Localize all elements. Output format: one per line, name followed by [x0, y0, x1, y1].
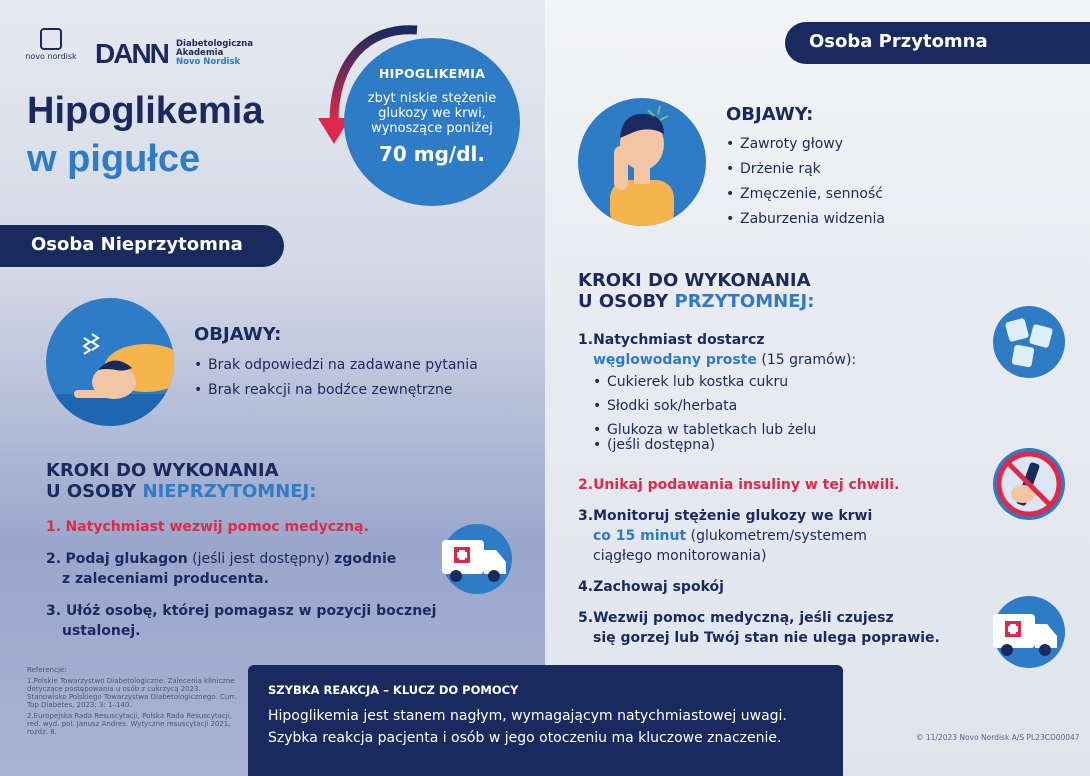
- conscious-step-2: [578, 475, 918, 495]
- steps-heading-line1: KROKI DO WYKONANIA: [46, 460, 279, 481]
- step-number: 4.: [578, 579, 594, 595]
- conscious-step-3: [578, 506, 918, 566]
- conscious-step-5: [578, 608, 948, 648]
- list-item: • Drżenie rąk: [726, 161, 1026, 177]
- unconscious-step-1: [46, 517, 426, 537]
- dann-logo-text: DANN: [95, 38, 168, 69]
- step-number: 5.: [578, 610, 594, 626]
- dann-sub-3: Novo Nordisk: [176, 57, 241, 67]
- step-text: Ułóż osobę, której pomagasz w pozycji bocznej: [65, 603, 437, 619]
- list-item: • Zawroty głowy: [726, 136, 1026, 152]
- step-text-line3: ciągłego monitorowania): [593, 548, 767, 564]
- steps-heading-line1: KROKI DO WYKONANIA: [578, 270, 811, 291]
- reference-item: 1.Polskie Towarzystwo Diabetologiczne: Zalecenia kliniczne dotyczące postępowania u osób z cukrzycą 2023. Stanowisko Polskiego Towarzystwa Diabetologicznego. Curr. Top Diabetes, 2023; 3: 1–140.: [27, 677, 237, 709]
- step-text-accent: co 15 minut: [593, 528, 687, 544]
- quick-reaction-box: [248, 665, 843, 776]
- step-text-bold: zgodnie: [334, 551, 397, 567]
- definition-circle: [344, 38, 520, 206]
- unconscious-step-2: [46, 549, 426, 589]
- conscious-steps-heading: [578, 270, 814, 312]
- unconscious-label: Osoba Nieprzytomna: [0, 225, 284, 267]
- definition-heading: HIPOGLIKEMIA: [378, 66, 486, 81]
- conscious-symptoms-heading: OBJAWY:: [726, 104, 814, 125]
- list-item: • Cukierek lub kostka cukru: [593, 375, 893, 390]
- step-text: Wezwij pomoc medyczną, jeśli czujesz: [593, 610, 894, 626]
- conscious-step-4: [578, 577, 878, 597]
- list-item-text: (jeśli dostępna): [607, 437, 716, 453]
- copyright: © 11/2023 Novo Nordisk A/S PL23CD00047: [916, 733, 1080, 742]
- definition-text: zbyt niskie stężenie glukozy we krwi, wynoszące poniżej: [367, 91, 497, 136]
- definition-value: 70 mg/dl.: [378, 142, 486, 166]
- list-item: • Brak reakcji na bodźce zewnętrzne: [194, 382, 514, 398]
- quick-reaction-title: SZYBKA REAKCJA – KLUCZ DO POMOCY: [268, 683, 519, 697]
- sugar-cubes-icon: [993, 306, 1065, 378]
- conscious-person-illustration: [578, 98, 706, 226]
- steps-heading-accent: PRZYTOMNEJ:: [674, 291, 815, 312]
- dann-sub-2: Akademia: [176, 48, 224, 58]
- unconscious-steps-heading: [46, 460, 316, 502]
- list-item: • Brak odpowiedzi na zadawane pytania: [194, 357, 514, 373]
- step-number: 1.: [46, 519, 62, 535]
- dann-logo: [95, 38, 168, 70]
- dizzy-person-icon: [578, 98, 706, 226]
- step-number: 3.: [578, 508, 594, 524]
- conscious-label: Osoba Przytomna: [785, 22, 1090, 64]
- step-text-accent: węglowodany proste: [593, 352, 757, 368]
- step-text-normal: (15 gramów):: [756, 352, 857, 368]
- list-item-text: Glukoza w tabletkach lub żelu: [607, 422, 817, 438]
- step-text-bold: Monitoruj stężenie glukozy we krwi: [593, 508, 873, 524]
- unconscious-symptoms-heading: OBJAWY:: [194, 324, 282, 345]
- step-text-bold: Natychmiast dostarcz: [593, 332, 765, 348]
- ambulance-icon-circle-right: [993, 596, 1065, 668]
- ambulance-icon-circle: [442, 524, 512, 594]
- ambulance-icon: [442, 524, 512, 594]
- step-text-normal: (glukometrem/systemem: [686, 528, 867, 544]
- list-item: [593, 423, 893, 438]
- no-insulin-pen-icon: [993, 448, 1065, 520]
- step-text-line2: się gorzej lub Twój stan nie ulega poprawie.: [593, 630, 940, 646]
- dann-sub-1: Diabetologiczna: [176, 39, 253, 49]
- lying-person-icon: [46, 298, 174, 426]
- sugar-cubes-icon-circle: [993, 306, 1065, 378]
- steps-heading-accent: NIEPRZYTOMNEJ:: [142, 481, 317, 502]
- carbs-list: [593, 375, 893, 462]
- unconscious-step-3: [46, 601, 446, 641]
- step-text-bold: Podaj glukagon: [65, 551, 188, 567]
- references-heading: Referencje:: [27, 666, 67, 674]
- list-item-continuation: [593, 438, 893, 453]
- no-insulin-icon-circle: [993, 448, 1065, 520]
- ambulance-icon: [993, 596, 1065, 668]
- bull-icon: [40, 28, 62, 50]
- steps-heading-line2: U OSOBY: [578, 291, 675, 312]
- step-text-line2: ustalonej.: [62, 623, 141, 639]
- step-text-line2: z zaleceniami producenta.: [62, 571, 269, 587]
- step-number: 2.: [578, 477, 594, 493]
- list-item: • Słodki sok/herbata: [593, 399, 893, 414]
- conscious-step-1: [578, 330, 908, 370]
- steps-heading-line2: U OSOBY: [46, 481, 143, 502]
- novo-nordisk-logo: [25, 28, 77, 68]
- conscious-symptoms-list: [726, 136, 1026, 236]
- step-number: 1.: [578, 332, 594, 348]
- novo-nordisk-text: novo nordisk: [25, 52, 77, 61]
- step-text-normal: (jeśli jest dostępny): [187, 551, 335, 567]
- step-text: Zachowaj spokój: [593, 579, 724, 595]
- reference-item: 2.Europejska Rada Resuscytacji, Polska Rada Resuscytacji, red. wyd. pol. Janusz Andres. Wytyczne resuscytacji 2021, rozdz. 8.: [27, 712, 232, 736]
- unconscious-person-illustration: [46, 298, 174, 426]
- step-text: Natychmiast wezwij pomoc medyczną.: [65, 519, 369, 535]
- quick-reaction-line1: Hipoglikemia jest stanem nagłym, wymagającym natychmiastowej uwagi.: [268, 708, 787, 724]
- unconscious-symptoms-list: [194, 357, 514, 407]
- dann-subtitle: [176, 40, 253, 67]
- page-title-line1: Hipoglikemia: [27, 90, 264, 132]
- step-number: 2.: [46, 551, 62, 567]
- page-title-line2: w pigułce: [27, 138, 201, 180]
- quick-reaction-line2: Szybka reakcja pacjenta i osób w jego otoczeniu ma kluczowe znaczenie.: [268, 730, 782, 746]
- list-item: • Zmęczenie, senność: [726, 186, 1026, 202]
- references: [27, 666, 242, 736]
- list-item: • Zaburzenia widzenia: [726, 211, 1026, 227]
- step-text: Unikaj podawania insuliny w tej chwili.: [593, 477, 900, 493]
- step-number: 3.: [46, 603, 62, 619]
